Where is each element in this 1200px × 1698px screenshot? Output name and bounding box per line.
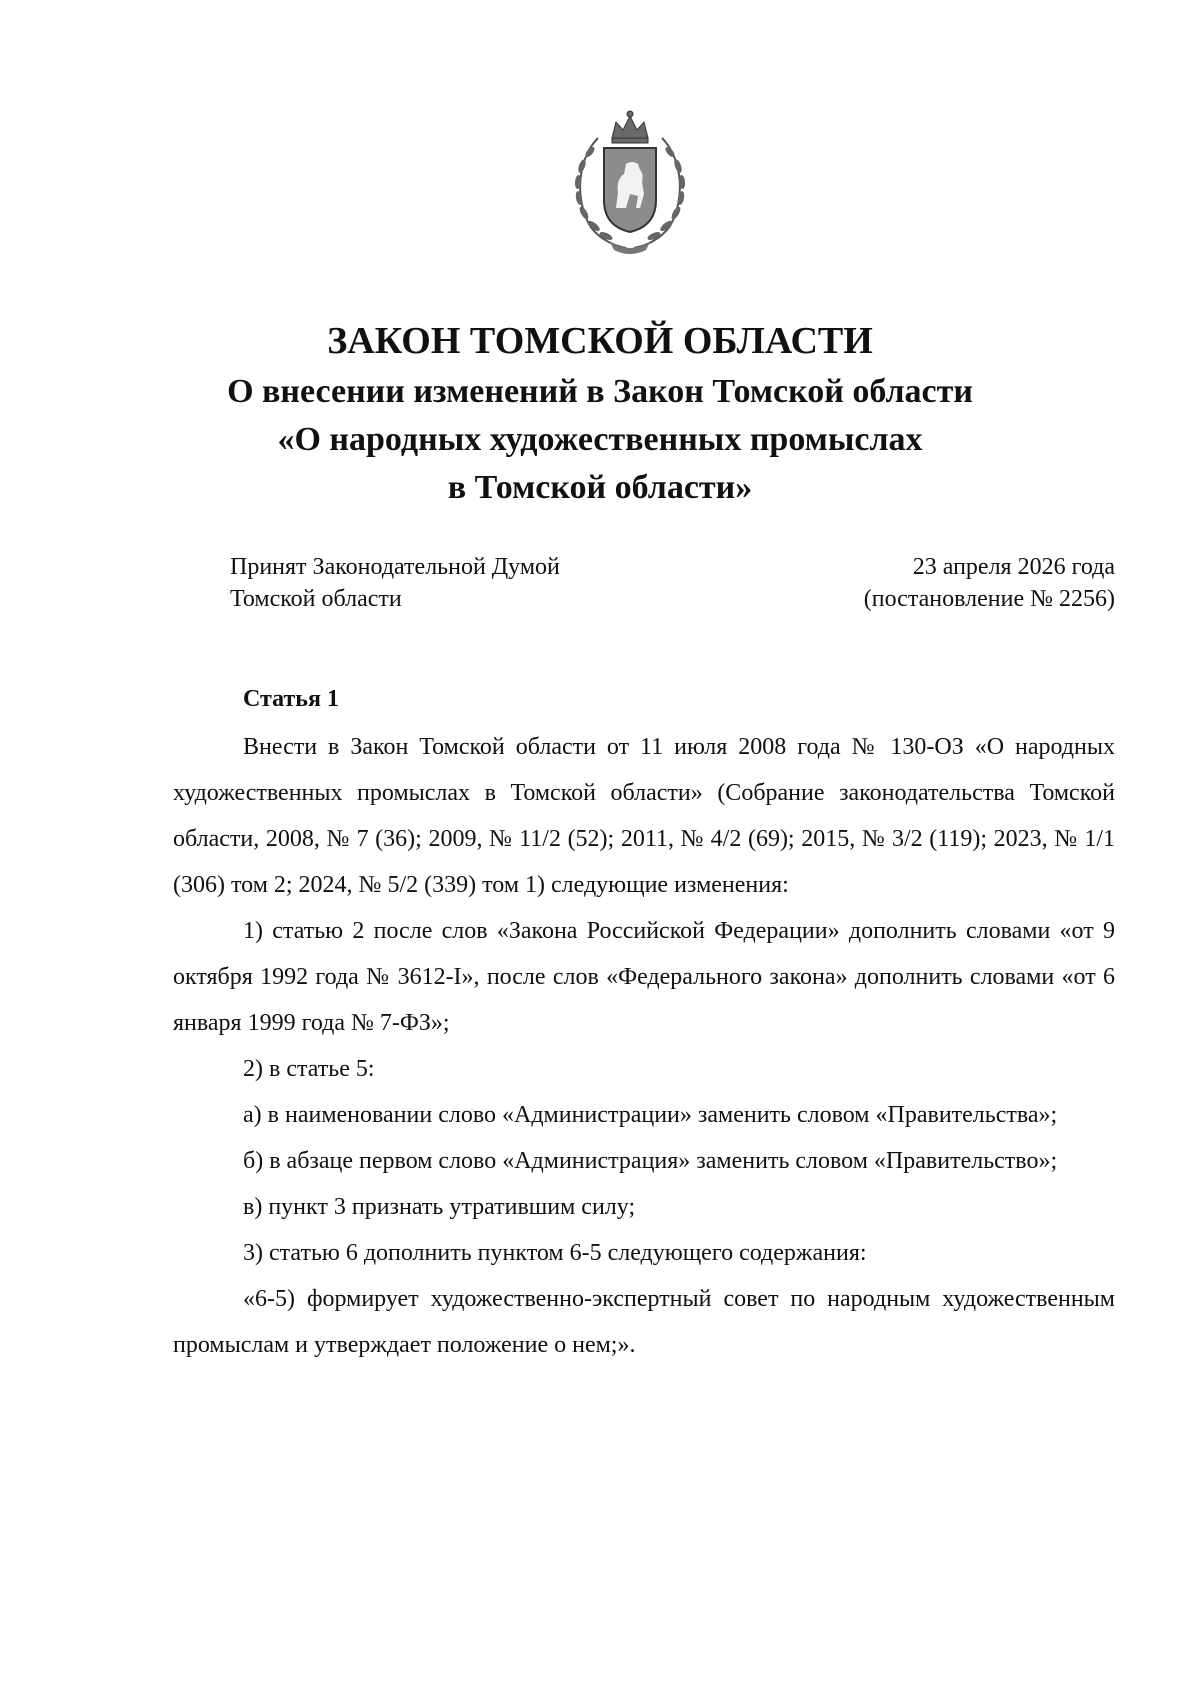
paragraph: а) в наименовании слово «Администрации» заменить словом «Правительства»;	[243, 1102, 1058, 1128]
paragraph: в) пункт 3 признать утратившим силу;	[243, 1194, 636, 1220]
title-block	[120, 318, 1080, 512]
adopted-by-line: Принят Законодательной Думой	[230, 554, 560, 580]
resolution-number: (постановление № 2256)	[863, 586, 1115, 612]
paragraph: 3) статью 6 дополнить пунктом 6-5 следующего содержания:	[243, 1240, 867, 1266]
paragraph: б) в абзаце первом слово «Администрация» заменить словом «Правительство»;	[243, 1148, 1058, 1174]
paragraph: 2) в статье 5:	[243, 1056, 375, 1082]
adoption-date-line: 23 апреля 2026 года	[912, 554, 1115, 580]
subtitle-line: «О народных художественных промыслах	[277, 421, 923, 458]
paragraph: 1) статью 2 после слов «Закона Российской Федерации» дополнить словами «от 9 октября 1992 года № 3612-I», после слов «Федерального закона» дополнить словами «от 6 января 1999 года № 7-ФЗ»;	[173, 918, 1115, 1036]
document-title: ЗАКОН ТОМСКОЙ ОБЛАСТИ	[327, 320, 873, 362]
document-body	[173, 676, 1115, 1368]
subtitle-line: О внесении изменений в Закон Томской области	[227, 373, 973, 410]
subtitle-line: в Томской области»	[447, 469, 753, 506]
coat-of-arms-icon	[560, 108, 700, 256]
paragraph: «6-5) формирует художественно-экспертный совет по народным художественным промыслам и утверждает положение о нем;».	[173, 1286, 1115, 1358]
adoption-date	[864, 551, 1115, 615]
adopted-by	[230, 551, 560, 615]
article-heading: Статья 1	[243, 686, 339, 712]
document-subtitle	[120, 368, 1080, 512]
paragraph: Внести в Закон Томской области от 11 июля 2008 года № 130-ОЗ «О народных художественных промыслах в Томской области» (Собрание законодательства Томской области, 2008, № 7 (36); 2009, № 11/2 (52); 2011, № 4/2 (69); 2015, № 3/2 (119); 2023, № 1/1 (306) том 2; 2024, № 5/2 (339) том 1) следующие изменения:	[173, 734, 1115, 898]
adopted-by-line: Томской области	[230, 586, 402, 612]
